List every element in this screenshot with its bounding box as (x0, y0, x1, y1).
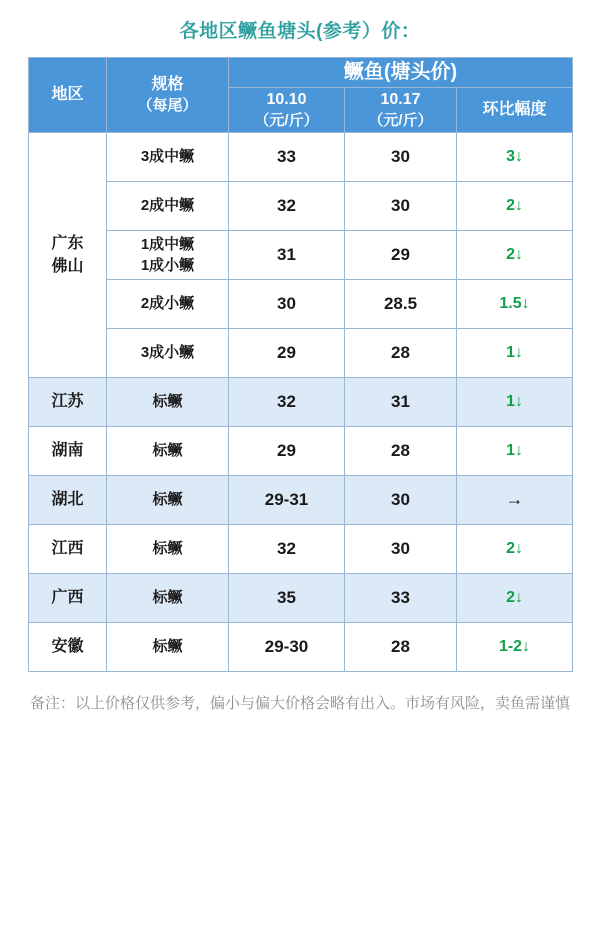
header-row-top (29, 58, 573, 88)
cell-spec-line1: 标鳜 (152, 540, 183, 558)
cell-spec (107, 377, 229, 426)
table-row (29, 377, 573, 426)
price-table (28, 57, 573, 672)
cell-region (29, 132, 107, 377)
table-row (29, 622, 573, 671)
cell-change: 1↓ (457, 377, 573, 426)
cell-price-1017: 28.5 (345, 279, 457, 328)
cell-spec-line1: 标鳜 (152, 393, 183, 411)
cell-price-1017: 28 (345, 622, 457, 671)
table-row (29, 230, 573, 279)
cell-price-1017: 29 (345, 230, 457, 279)
cell-price-1010: 29 (229, 328, 345, 377)
cell-region: 安徽 (29, 622, 107, 671)
cell-price-1010: 29-30 (229, 622, 345, 671)
cell-change: 1↓ (457, 328, 573, 377)
table-row (29, 279, 573, 328)
header-spec-line2: （每尾） (137, 96, 198, 114)
table-header (29, 58, 573, 133)
cell-spec-line1: 1成中鳜 (140, 235, 195, 253)
cell-spec-line1: 标鳜 (152, 491, 183, 509)
cell-region: 江苏 (29, 377, 107, 426)
cell-price-1017: 31 (345, 377, 457, 426)
header-spec (107, 58, 229, 133)
cell-region-line1: 广东 (51, 234, 84, 252)
table-body (29, 132, 573, 671)
cell-price-1017: 33 (345, 573, 457, 622)
header-price-1010 (229, 88, 345, 133)
cell-region: 广西 (29, 573, 107, 622)
cell-spec (107, 230, 229, 279)
header-region: 地区 (29, 58, 107, 133)
table-note: 备注：以上价格仅供参考，偏小与偏大价格会略有出入。市场有风险，卖鱼需谨慎 (30, 694, 571, 712)
cell-spec (107, 622, 229, 671)
cell-spec-line1: 3成中鳜 (140, 148, 195, 166)
cell-spec (107, 132, 229, 181)
cell-price-1010: 35 (229, 573, 345, 622)
cell-change: → (457, 475, 573, 524)
cell-price-1017: 30 (345, 132, 457, 181)
cell-price-1010: 29 (229, 426, 345, 475)
table-row (29, 573, 573, 622)
cell-change: 1↓ (457, 426, 573, 475)
cell-spec-line1: 标鳜 (152, 589, 183, 607)
cell-spec-line1: 2成小鳜 (140, 295, 195, 313)
cell-spec (107, 475, 229, 524)
cell-price-1010: 31 (229, 230, 345, 279)
header-price-1017 (345, 88, 457, 133)
cell-price-1010: 32 (229, 377, 345, 426)
cell-spec-line1: 标鳜 (152, 442, 183, 460)
cell-price-1010: 32 (229, 181, 345, 230)
table-row (29, 328, 573, 377)
cell-spec (107, 524, 229, 573)
cell-spec (107, 328, 229, 377)
cell-spec-line1: 2成中鳜 (140, 197, 195, 215)
cell-spec (107, 573, 229, 622)
cell-price-1017: 28 (345, 328, 457, 377)
header-price-1010-unit: （元/斤） (254, 111, 319, 129)
cell-spec-line1: 标鳜 (152, 638, 183, 656)
cell-region: 湖南 (29, 426, 107, 475)
cell-change: 1-2↓ (457, 622, 573, 671)
header-price-1010-date: 10.10 (266, 91, 307, 108)
header-spec-line1: 规格 (151, 76, 184, 93)
table-row (29, 426, 573, 475)
cell-price-1010: 33 (229, 132, 345, 181)
cell-spec (107, 426, 229, 475)
table-row (29, 524, 573, 573)
cell-price-1017: 28 (345, 426, 457, 475)
table-row (29, 475, 573, 524)
cell-change: 2↓ (457, 230, 573, 279)
cell-region-line2: 佛山 (51, 257, 84, 275)
cell-spec-line1: 3成小鳜 (140, 344, 195, 362)
cell-change: 2↓ (457, 573, 573, 622)
cell-price-1010: 29-31 (229, 475, 345, 524)
cell-price-1010: 30 (229, 279, 345, 328)
cell-change: 1.5↓ (457, 279, 573, 328)
header-group: 鳜鱼(塘头价) (229, 58, 573, 88)
table-row (29, 132, 573, 181)
table-row (29, 181, 573, 230)
page-title: 各地区鳜鱼塘头(参考）价： (179, 21, 421, 42)
cell-price-1017: 30 (345, 181, 457, 230)
cell-change: 3↓ (457, 132, 573, 181)
cell-price-1010: 32 (229, 524, 345, 573)
header-change: 环比幅度 (457, 88, 573, 133)
cell-price-1017: 30 (345, 475, 457, 524)
cell-spec-line2: 1成小鳜 (140, 256, 195, 274)
cell-region: 湖北 (29, 475, 107, 524)
header-price-1017-unit: （元/斤） (368, 111, 433, 129)
cell-spec (107, 181, 229, 230)
cell-spec (107, 279, 229, 328)
cell-region: 江西 (29, 524, 107, 573)
cell-change: 2↓ (457, 524, 573, 573)
header-price-1017-date: 10.17 (380, 91, 421, 108)
cell-price-1017: 30 (345, 524, 457, 573)
cell-change: 2↓ (457, 181, 573, 230)
